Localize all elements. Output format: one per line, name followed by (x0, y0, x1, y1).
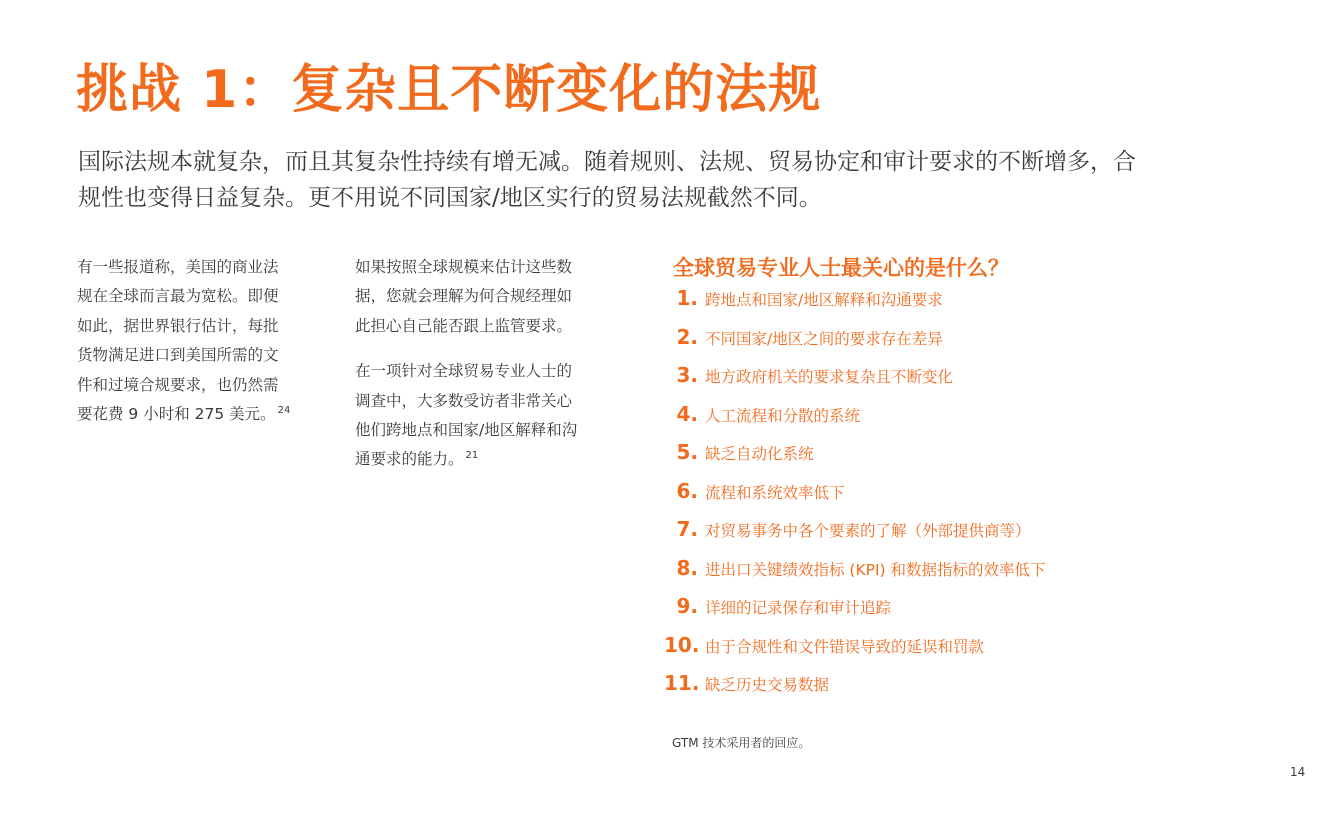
concern-item (664, 440, 1324, 479)
concern-number: 9. (676, 594, 698, 618)
concern-item (664, 517, 1324, 556)
concern-number: 6. (676, 478, 698, 503)
concern-item (664, 286, 1324, 325)
concern-number: 3. (676, 363, 698, 387)
left-column-text: 有一些报道称，美国的商业法规在全球而言最为宽松。即便如此，据世界银行估计，每批货物满足进口到美国所需的文件和过境合规要求，也仍然需要花费 9 小时和 275 美元。 (77, 258, 279, 424)
concern-item (664, 556, 1324, 595)
concern-text: 对贸易事务中各个要素的了解（外部提供商等） (705, 522, 1031, 540)
concern-text: 不同国家/地区之间的要求存在差异 (705, 329, 943, 348)
concern-text: 由于合规性和文件错误导致的延误和罚款 (705, 637, 985, 656)
concern-number: 8. (676, 555, 698, 580)
concerns-heading: 全球贸易专业人士最关心的是什么？ (673, 256, 1009, 280)
concern-item (664, 325, 1324, 364)
intro-paragraph: 国际法规本就复杂，而且其复杂性持续有增无减。随着规则、法规、贸易协定和审计要求的不断增多，合规性也变得日益复杂。更不用说不同国家/地区实行的贸易法规截然不同。 (78, 149, 1136, 211)
source-note: GTM 技术采用者的回应。 (672, 736, 811, 750)
concern-item (664, 594, 1324, 633)
concern-text: 进出口关键绩效指标 (KPI) 和数据指标的效率低下 (705, 560, 1046, 579)
concern-number: 11. (664, 671, 700, 695)
middle-column-paragraph-2-text: 在一项针对全球贸易专业人士的调查中，大多数受访者非常关心他们跨地点和国家/地区解释和沟通要求的能力。 (355, 362, 578, 469)
concern-item (664, 633, 1324, 672)
footnote-ref-24[interactable]: 24 (277, 405, 291, 417)
concern-number: 4. (676, 401, 698, 426)
middle-column-paragraph-1: 如果按照全球规模来估计这些数据，您就会理解为何合规经理如此担心自己能否跟上监管要求。 (355, 258, 573, 335)
concern-text: 人工流程和分散的系统 (705, 406, 861, 425)
concern-text: 地方政府机关的要求复杂且不断变化 (705, 368, 954, 386)
concern-item (664, 671, 1324, 710)
concern-number: 5. (676, 440, 698, 464)
left-text-column (77, 253, 292, 429)
concern-item (664, 363, 1324, 402)
concern-text: 跨地点和国家/地区解释和沟通要求 (705, 291, 943, 309)
middle-text-column (355, 253, 587, 475)
concern-text: 详细的记录保存和审计追踪 (705, 599, 892, 617)
concern-number: 1. (676, 286, 698, 310)
middle-column-paragraph-2 (355, 357, 587, 475)
concern-number: 7. (676, 517, 698, 541)
page-number: 14 (1290, 765, 1306, 779)
page-title: 挑战 1：复杂且不断变化的法规 (76, 60, 822, 120)
left-column-paragraph (77, 253, 292, 429)
concern-text: 流程和系统效率低下 (705, 483, 845, 502)
concern-item (664, 402, 1324, 441)
concern-number: 2. (676, 324, 698, 349)
concern-text: 缺乏自动化系统 (705, 445, 814, 463)
concerns-panel (664, 252, 1324, 710)
footnote-ref-21[interactable]: 21 (465, 450, 479, 462)
concerns-list (664, 286, 1324, 710)
concern-text: 缺乏历史交易数据 (705, 676, 830, 694)
concern-number: 10. (664, 632, 700, 657)
concern-item (664, 479, 1324, 518)
